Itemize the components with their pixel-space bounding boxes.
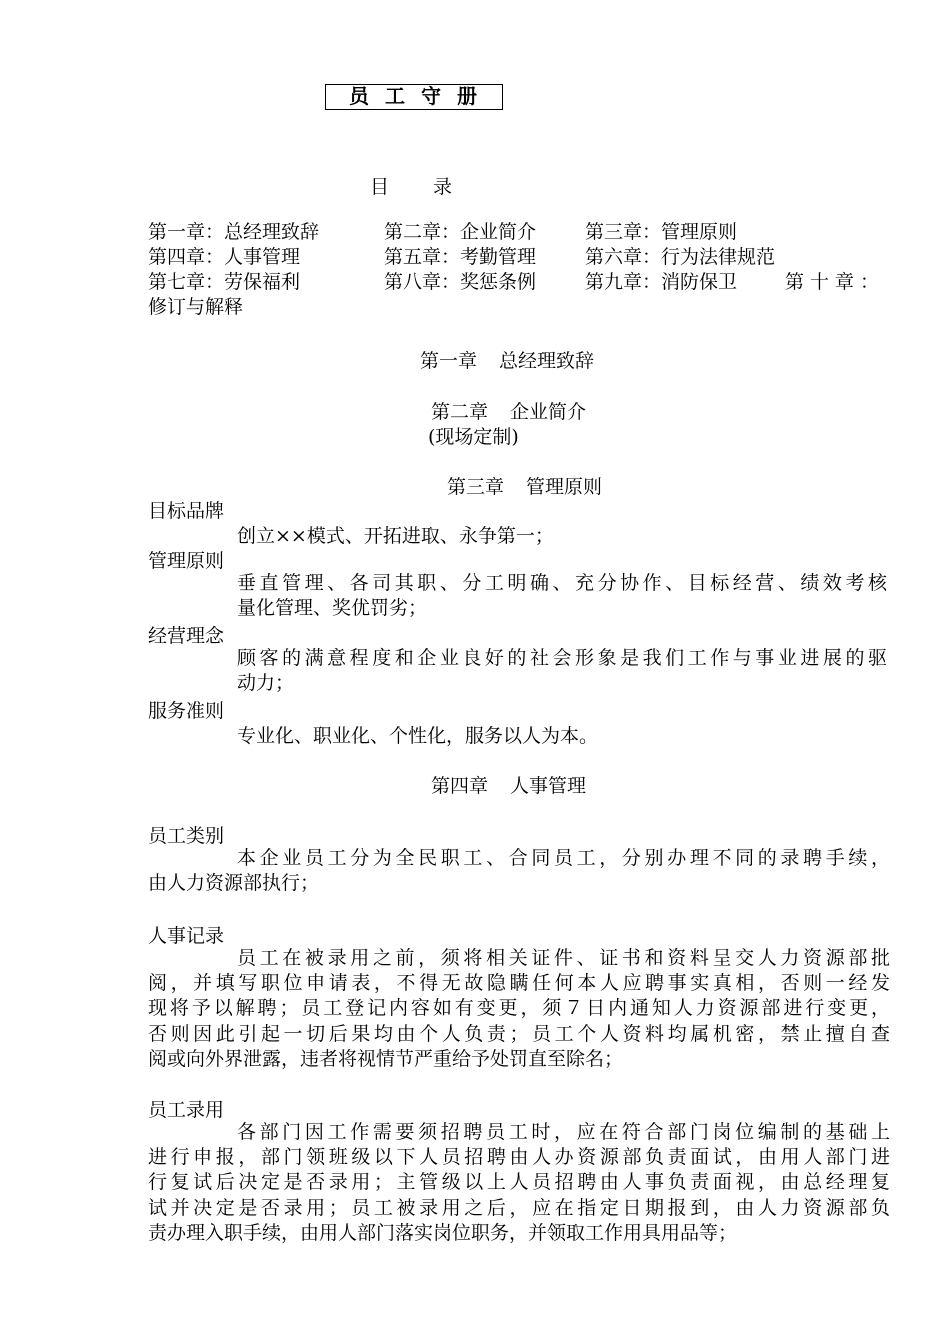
toc-item: 第七章：劳保福利 (148, 271, 301, 293)
chapter-number: 第一章 (420, 350, 478, 372)
section-paragraph (148, 846, 890, 896)
text-line: 由人力资源部执行； (148, 872, 320, 895)
principle-label: 管理原则 (148, 550, 225, 572)
toc-item: 第九章：消防保卫 (585, 271, 738, 293)
principle-text: 专业化、职业化、个性化，服务以人为本。 (237, 725, 599, 747)
document-title: 员工守册 (325, 84, 503, 110)
principle-text (237, 646, 887, 696)
table-of-contents (148, 220, 888, 320)
toc-row (148, 295, 888, 320)
chapter-heading (447, 472, 602, 499)
chapter-name: 总经理致辞 (499, 350, 595, 372)
principle-label: 目标品牌 (148, 500, 225, 522)
toc-item: 第六章：行为法律规范 (585, 246, 776, 268)
text-line: 垂直管理、各司其职、分工明确、充分协作、目标经营、绩效考核 (237, 572, 887, 594)
chapter-name: 企业简介 (510, 401, 587, 423)
text-line: 责办理入职手续，由用人部门落实岗位职务，并领取工作用具用品等； (148, 1221, 738, 1244)
text-line: 阅或向外界泄露，违者将视情节严重给予处罚直至除名； (148, 1047, 624, 1070)
chapter-number: 第二章 (431, 401, 489, 423)
text-line: 顾客的满意程度和企业良好的社会形象是我们工作与事业进展的驱 (237, 647, 887, 669)
section-label: 员工类别 (148, 825, 225, 847)
chapter-note: (现场定制) (428, 426, 519, 448)
section-label: 人事记录 (148, 925, 225, 947)
toc-item: 第二章：企业简介 (384, 221, 537, 243)
toc-item-wrap: 修订与解释 (148, 296, 244, 318)
text-line: 量化管理、奖优罚劣； (237, 597, 428, 620)
toc-item: 第三章：管理原则 (585, 221, 738, 243)
text-line: 本企业员工分为全民职工、合同员工，分别办理不同的录聘手续， (237, 847, 890, 869)
section-paragraph (148, 1120, 890, 1246)
toc-heading: 目录 (370, 176, 497, 198)
text-line: 否则因此引起一切后果均由个人负责；员工个人资料均属机密，禁止擅自查 (148, 1022, 890, 1045)
principle-text: 创立××模式、开拓进取、永争第一； (237, 525, 554, 547)
chapter-heading (431, 771, 586, 798)
principle-label: 经营理念 (148, 625, 225, 647)
toc-item: 第四章：人事管理 (148, 246, 301, 268)
chapter-name: 管理原则 (526, 476, 603, 498)
toc-item: 第十章： (785, 271, 886, 293)
text-line: 动力； (237, 672, 295, 695)
section-paragraph (148, 946, 890, 1072)
principle-label: 服务准则 (148, 700, 225, 722)
chapter-number: 第三章 (447, 476, 505, 498)
toc-item: 第一章：总经理致辞 (148, 221, 320, 243)
text-line: 试并决定是否录用；员工被录用之后，应在指定日期报到，由人力资源部负 (148, 1196, 890, 1219)
chapter-number: 第四章 (431, 775, 489, 797)
text-line: 进行申报，部门领班级以下人员招聘由人办资源部负责面试，由用人部门进 (148, 1146, 890, 1169)
section-label: 员工录用 (148, 1099, 225, 1121)
toc-item: 第五章：考勤管理 (384, 246, 537, 268)
text-line: 阅，并填写职位申请表，不得无故隐瞒任何本人应聘事实真相，否则一经发 (148, 972, 890, 995)
text-line: 行复试后决定是否录用；主管级以上人员招聘由人事负责面视，由总经理复 (148, 1171, 890, 1194)
text-line: 各部门因工作需要须招聘员工时，应在符合部门岗位编制的基础上 (237, 1121, 890, 1143)
chapter-heading (431, 397, 586, 424)
toc-item: 第八章：奖惩条例 (384, 271, 537, 293)
text-line: 员工在被录用之前，须将相关证件、证书和资料呈交人力资源部批 (237, 947, 890, 969)
toc-row (148, 270, 888, 295)
toc-row (148, 245, 888, 270)
toc-row (148, 220, 888, 245)
principle-text (237, 571, 887, 621)
chapter-name: 人事管理 (510, 775, 587, 797)
chapter-heading (420, 346, 594, 373)
text-line: 现将予以解聘；员工登记内容如有变更，须７日内通知人力资源部进行变更， (148, 997, 890, 1020)
